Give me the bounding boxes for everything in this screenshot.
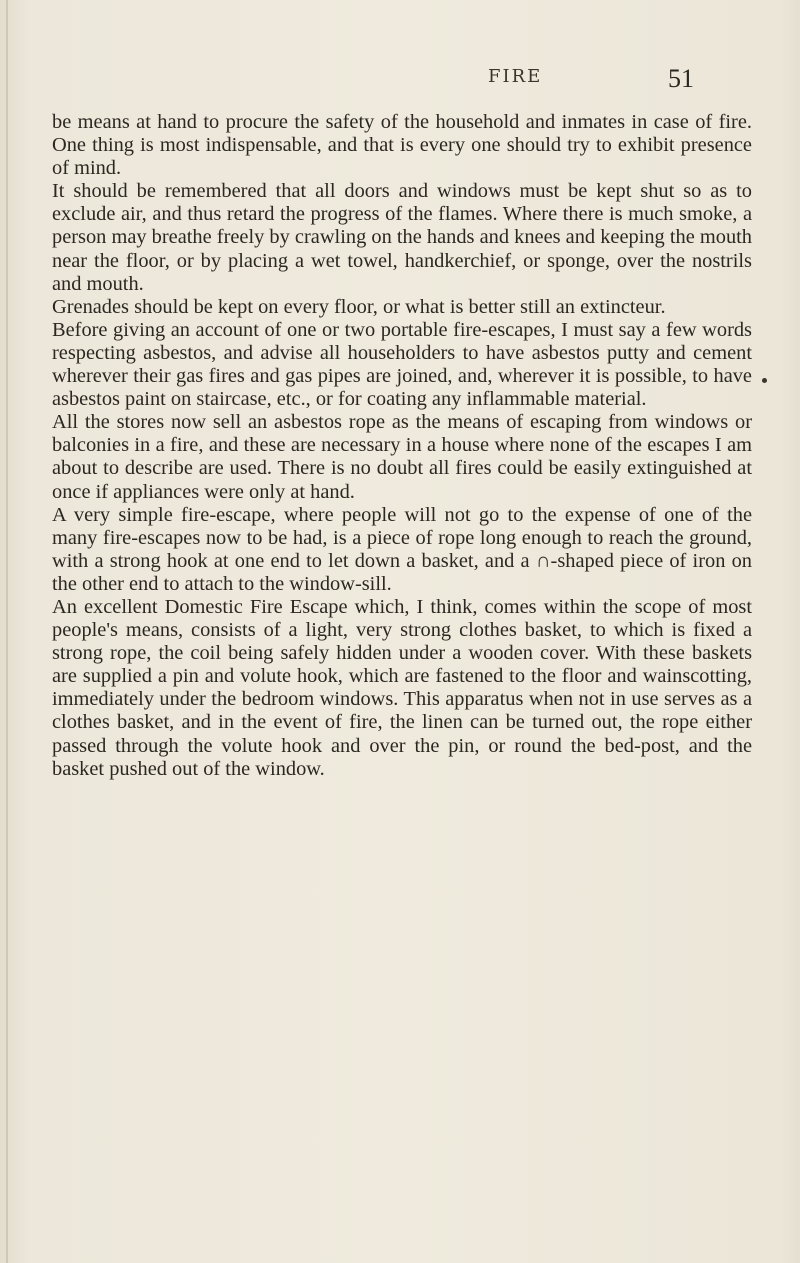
ink-speck [762, 378, 767, 383]
paragraph-1: be means at hand to procure the safety of the household and inmates in case of fire. One thing is most indispensable, and that is every one should try to exhibit presence of mind. [52, 111, 752, 180]
running-head [0, 66, 800, 96]
paragraph-3: Grenades should be kept on every floor, or what is better still an extincteur. [52, 295, 666, 318]
paragraph-7: An excellent Domestic Fire Escape which, I think, comes within the scope of most people's means, consists of a light, very strong clothes basket, to which is fixed a strong rope, the coil being safely hidden under a wooden cover. With these baskets are supplied a pin and volute hook, which are fastened to the floor and wainscotting, immediately under the bedroom windows. This apparatus when not in use serves as a clothes basket, and in the event of fire, the linen can be turned out, the rope either passed through the volute hook and over the pin, or round the bed-post, and the basket pushed out of the window. [52, 595, 752, 780]
body-text [52, 111, 752, 781]
page-number: 51 [668, 64, 694, 93]
paragraph-2: It should be remembered that all doors and windows must be kept shut so as to exclude air, and thus retard the progress of the flames. Where there is much smoke, a person may breathe freely by crawling on the hands and knees and keeping the mouth near the floor, or by placing a wet towel, handkerchief, or sponge, over the nostrils and mouth. [52, 180, 752, 295]
paragraph-4: Before giving an account of one or two portable fire-escapes, I must say a few words respecting asbestos, and advise all householders to have asbestos putty and cement wherever their gas fires and gas pipes are joined, and, wherever it is possible, to have asbestos paint on staircase, etc., or for coating any inflammable material. [52, 318, 752, 411]
paragraph-6: A very simple fire-escape, where people will not go to the expense of one of the many fire-escapes now to be had, is a piece of rope long enough to reach the ground, with a strong hook at one end to let down a basket, and a ∩-shaped piece of iron on the other end to attach to the window-sill. [52, 503, 752, 595]
page-gutter-shadow [6, 0, 8, 1263]
running-head-title: FIRE [488, 66, 543, 87]
paragraph-5: All the stores now sell an asbestos rope as the means of escaping from windows or balconies in a fire, and these are necessary in a house where none of the escapes I am about to describe are used. There is no doubt all fires could be easily extinguished at once if appliances were only at hand. [52, 411, 752, 503]
